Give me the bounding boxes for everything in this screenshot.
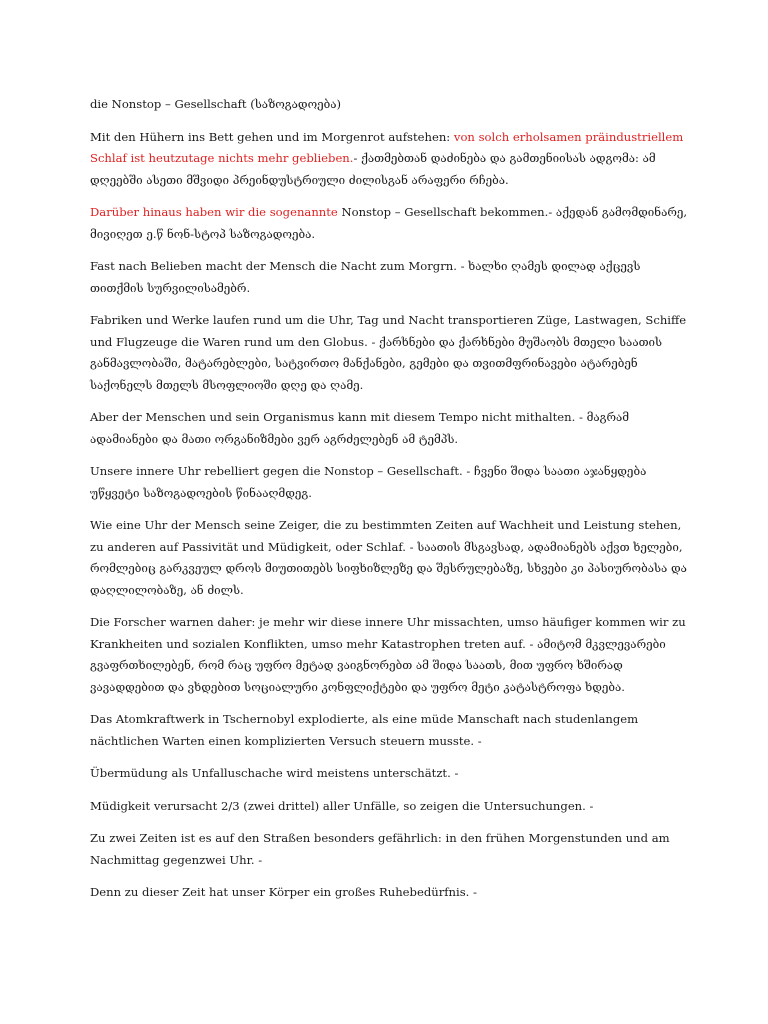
paragraph-text: Aber der Menschen und sein Organismus kann mit diesem Tempo nicht mithalten. - მაგრამ ადამიანები და მათი ორგანიზმები ვერ აგრძელებენ ამ ტემპს. bbox=[90, 410, 630, 446]
paragraph bbox=[90, 256, 690, 299]
paragraph-text: - ქათმებთან დაძინება და გამთენიისას ადგომა: ამ დღეებში ასეთი მშვიდი პრეინდუსტრიული ძილისგან არაფერი რჩება. bbox=[90, 151, 656, 187]
paragraph bbox=[90, 612, 690, 698]
highlighted-text: Darüber hinaus haben wir die sogenannte bbox=[90, 205, 338, 219]
paragraph-text: Fast nach Belieben macht der Mensch die Nacht zum Morgrn. - ხალხი ღამეს დილად აქცევს თითქმის სურვილისამებრ. bbox=[90, 259, 641, 295]
paragraph-text: Fabriken und Werke laufen rund um die Uhr, Tag und Nacht transportieren Züge, Lastwagen, Schiffe und Flugzeuge die Waren rund um den Globus. - ქარხნები და ქარხნები მუშაობს მთელი საათის განმავლობაში, მატარებლები, სატვირთო მანქანები, გემები და თვითმფრინავები ატარებენ საქონელს მთელს მსოფლიოში დღე და ღამე. bbox=[90, 313, 687, 392]
paragraph-text: Die Forscher warnen daher: je mehr wir diese innere Uhr missachten, umso häufiger kommen wir zu Krankheiten und sozialen Konflikten, umso mehr Katastrophen treten auf. - ამიტომ მკვლევარები გვაფრთხილებენ, რომ რაც უფრო მეტად ვაიგნორებთ ამ შიდა საათს, მით უფრო ხშირად ვავადდებით და ვხდებით სოციალური კონფლიქტები და უფრო მეტი კატასტროფა ხდება. bbox=[90, 615, 686, 694]
paragraph-text: Das Atomkraftwerk in Tschernobyl explodierte, als eine müde Manschaft nach studenlangem nächtlichen Warten einen komplizierten Versuch steuern musste. - bbox=[90, 712, 639, 748]
paragraph-text: Nonstop – Gesellschaft bekommen.- აქედან გამომდინარე, მივიღეთ ე.წ ნონ-სტოპ საზოგადოება. bbox=[90, 205, 688, 241]
paragraph bbox=[90, 461, 690, 504]
document-body bbox=[90, 94, 690, 915]
paragraph-text: Zu zwei Zeiten ist es auf den Straßen besonders gefährlich: in den frühen Morgenstunden und am Nachmittag gegenzwei Uhr. - bbox=[90, 831, 670, 867]
paragraph bbox=[90, 515, 690, 601]
highlighted-text: von solch erholsamen präindustriellem Schlaf ist heutzutage nichts mehr geblieben. bbox=[90, 129, 684, 165]
paragraph-text: Unsere innere Uhr rebelliert gegen die Nonstop – Gesellschaft. - ჩვენი შიდა საათი აჯანყდება უწყვეტი საზოგადოების წინააღმდეგ. bbox=[90, 464, 647, 500]
paragraph-text: Mit den Hühern ins Bett gehen und im Morgenrot aufstehen: bbox=[90, 129, 454, 144]
paragraph bbox=[90, 882, 690, 904]
paragraph-text: Übermüdung als Unfalluschache wird meistens unterschätzt. - bbox=[90, 766, 459, 780]
paragraph bbox=[90, 127, 690, 192]
paragraph-text: Wie eine Uhr der Mensch seine Zeiger, die zu bestimmten Zeiten auf Wachheit und Leistung stehen, zu anderen auf Passivität und Müdigkeit, oder Schlaf. - საათის მსგავსად, ადამიანებს აქვთ ხელები, რომლებიც გარკვეულ დროს მიუთითებს სიფხიზლეზე და შესრულებაზე, სხვები კი პასიურობასა და დაღლილობაზე, ან ძილს. bbox=[90, 518, 687, 597]
paragraph bbox=[90, 202, 690, 245]
paragraph bbox=[90, 407, 690, 450]
paragraph bbox=[90, 94, 690, 116]
paragraph bbox=[90, 796, 690, 818]
paragraph bbox=[90, 709, 690, 752]
paragraph bbox=[90, 310, 690, 396]
paragraph-text: Denn zu dieser Zeit hat unser Körper ein großes Ruhebedürfnis. - bbox=[90, 885, 477, 899]
paragraph bbox=[90, 763, 690, 785]
paragraph-text: Müdigkeit verursacht 2/3 (zwei drittel) aller Unfälle, so zeigen die Untersuchungen. - bbox=[90, 798, 594, 813]
paragraph bbox=[90, 828, 690, 871]
paragraph-text: die Nonstop – Gesellschaft (საზოგადოება) bbox=[90, 97, 342, 111]
